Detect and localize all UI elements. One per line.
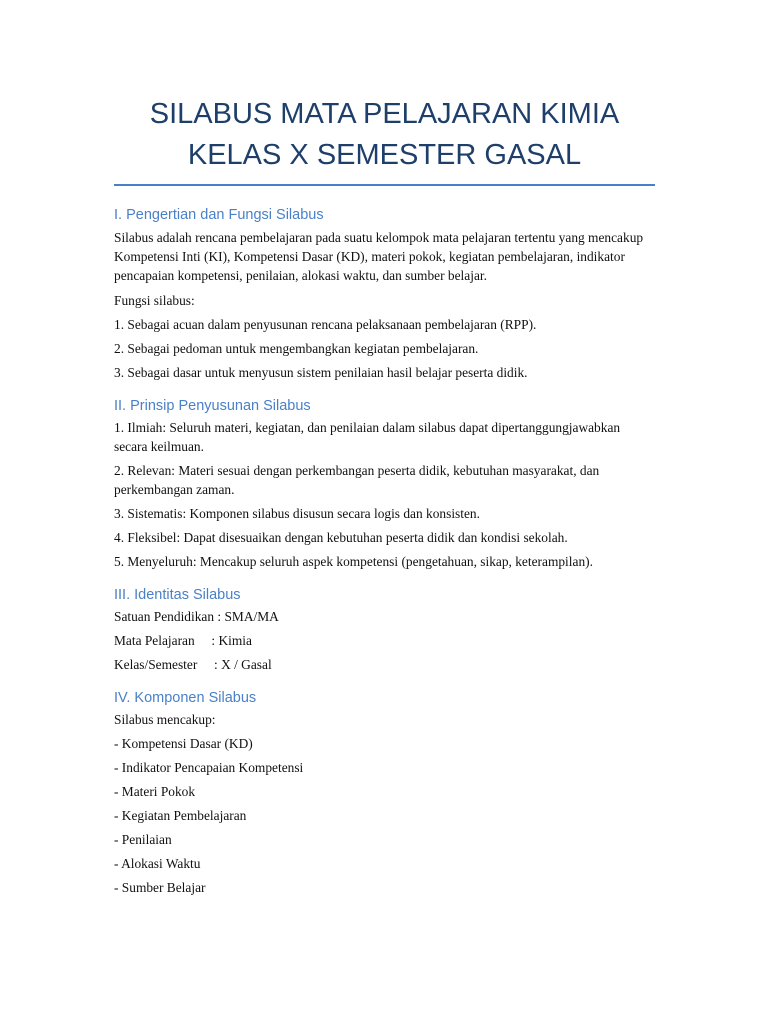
- list-item: - Penilaian: [114, 832, 172, 847]
- list-item: 1. Ilmiah: Seluruh materi, kegiatan, dan penilaian dalam silabus dapat dipertanggungjawabkan secara keilmuan.: [114, 420, 621, 454]
- komponen-intro: Silabus mencakup:: [114, 712, 216, 727]
- identitas-row: [114, 655, 655, 674]
- identitas-row-text: Satuan Pendidikan : SMA/MA: [114, 609, 279, 624]
- list-item: - Kompetensi Dasar (KD): [114, 736, 253, 751]
- section-heading-pengertian: I. Pengertian dan Fungsi Silabus: [114, 207, 324, 223]
- identitas-row-text: Kelas/Semester : X / Gasal: [114, 657, 272, 672]
- list-item: - Sumber Belajar: [114, 880, 206, 895]
- document-page: [114, 0, 655, 897]
- list-item: 2. Relevan: Materi sesuai dengan perkembangan peserta didik, kebutuhan masyarakat, dan perkembangan zaman.: [114, 463, 600, 497]
- section-heading-komponen: IV. Komponen Silabus: [114, 690, 257, 706]
- list-item: - Kegiatan Pembelajaran: [114, 808, 247, 823]
- list-item: - Indikator Pencapaian Kompetensi: [114, 760, 304, 775]
- list-item: - Alokasi Waktu: [114, 856, 201, 871]
- list-item: - Materi Pokok: [114, 784, 196, 799]
- prinsip-list: [114, 418, 655, 571]
- fungsi-silabus-label: Fungsi silabus:: [114, 293, 195, 308]
- list-item: 3. Sistematis: Komponen silabus disusun secara logis dan konsisten.: [114, 506, 480, 521]
- list-item: 1. Sebagai acuan dalam penyusunan rencana pelaksanaan pembelajaran (RPP).: [114, 317, 537, 332]
- identitas-row: [114, 631, 655, 650]
- section-heading-prinsip: II. Prinsip Penyusunan Silabus: [114, 398, 311, 414]
- komponen-list: [114, 734, 655, 897]
- section1-intro-paragraph: Silabus adalah rencana pembelajaran pada suatu kelompok mata pelajaran tertentu yang mencakup Kompetensi Inti (KI), Kompetensi Dasar (KD), materi pokok, kegiatan pembelajaran, indikator pencapaian kompetensi, penilaian, alokasi waktu, dan sumber belajar.: [114, 230, 644, 283]
- identitas-list: [114, 607, 655, 674]
- fungsi-list: [114, 315, 655, 382]
- list-item: 2. Sebagai pedoman untuk mengembangkan kegiatan pembelajaran.: [114, 341, 479, 356]
- list-item: 4. Fleksibel: Dapat disesuaikan dengan kebutuhan peserta didik dan kondisi sekolah.: [114, 530, 568, 545]
- identitas-row: [114, 607, 655, 626]
- document-title: SILABUS MATA PELAJARAN KIMIA KELAS X SEMESTER GASAL: [149, 98, 620, 171]
- section-heading-identitas: III. Identitas Silabus: [114, 587, 241, 603]
- list-item: 3. Sebagai dasar untuk menyusun sistem penilaian hasil belajar peserta didik.: [114, 365, 528, 380]
- list-item: 5. Menyeluruh: Mencakup seluruh aspek kompetensi (pengetahuan, sikap, keterampilan).: [114, 554, 593, 569]
- title-divider: [114, 184, 655, 186]
- identitas-row-text: Mata Pelajaran : Kimia: [114, 633, 252, 648]
